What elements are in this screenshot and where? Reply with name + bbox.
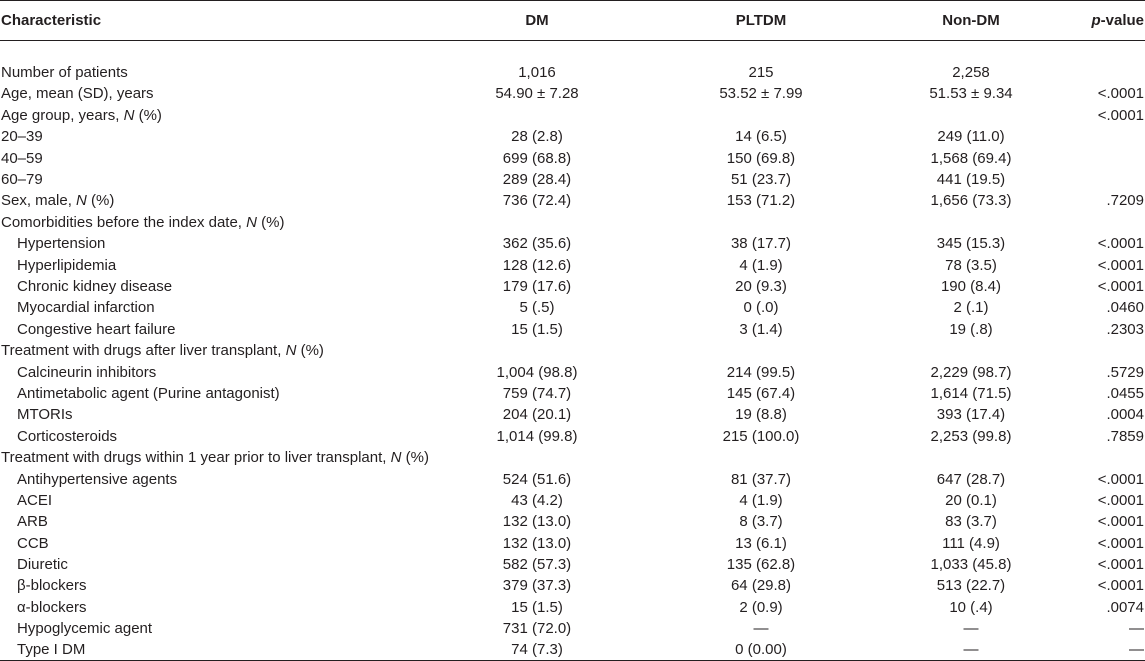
cell-dm: 1,014 (99.8) xyxy=(496,427,578,445)
cell-pltdm: 64 (29.8) xyxy=(730,577,792,595)
cell-dm xyxy=(418,340,656,361)
table-row xyxy=(0,212,1145,233)
table-row xyxy=(0,105,1145,126)
cell-pvalue: <.0001 xyxy=(1097,106,1144,124)
row-label-italic: N xyxy=(246,213,257,231)
row-label: Type I DM xyxy=(0,639,418,661)
cell-nondm: 441 (19.5) xyxy=(936,171,1006,189)
cell-nondm: 345 (15.3) xyxy=(936,235,1006,253)
header-pltdm: PLTDM xyxy=(656,1,866,41)
cell-dm: 759 (74.7) xyxy=(502,384,572,402)
cell-nondm: — xyxy=(963,620,979,638)
cell-dm: 15 (1.5) xyxy=(511,598,563,616)
cell-nondm: 19 (.8) xyxy=(949,320,993,338)
table-row xyxy=(0,554,1145,575)
cell-pltdm: 81 (37.7) xyxy=(730,470,792,488)
row-label: Antihypertensive agents xyxy=(17,470,178,488)
row-label: ARB xyxy=(17,513,48,531)
cell-pltdm: 8 (3.7) xyxy=(739,513,783,531)
cell-pvalue: <.0001 xyxy=(1097,470,1144,488)
table-row xyxy=(0,490,1145,511)
cell-nondm: — xyxy=(866,639,1076,661)
row-label xyxy=(0,212,418,233)
header-pvalue xyxy=(1076,1,1145,41)
cell-dm: 128 (12.6) xyxy=(502,256,572,274)
row-label-prefix: Age group, years, xyxy=(1,106,124,124)
row-label: Hypoglycemic agent xyxy=(17,620,153,638)
cell-pltdm: 20 (9.3) xyxy=(735,277,787,295)
cell-pltdm: 0 (.0) xyxy=(743,299,779,317)
row-label-prefix: Sex, male, xyxy=(1,192,77,210)
cell-dm: 132 (13.0) xyxy=(502,534,572,552)
cell-pltdm: 14 (6.5) xyxy=(735,128,787,146)
row-label-prefix: Comorbidities before the index date, xyxy=(1,213,247,231)
header-nondm: Non-DM xyxy=(866,1,1076,41)
cell-pltdm: 38 (17.7) xyxy=(730,235,792,253)
cell-nondm: 249 (11.0) xyxy=(937,128,1005,146)
table-row xyxy=(0,447,1145,468)
cell-pvalue: <.0001 xyxy=(1097,277,1144,295)
cell-dm: 362 (35.6) xyxy=(502,235,572,253)
cell-nondm: 78 (3.5) xyxy=(945,256,997,274)
row-label: β-blockers xyxy=(17,577,87,595)
row-label-prefix: Treatment with drugs within 1 year prior to liver transplant, xyxy=(1,449,391,467)
cell-nondm: 2,253 (99.8) xyxy=(930,427,1012,445)
table-row xyxy=(0,62,1145,83)
cell-nondm xyxy=(866,212,1076,233)
cell-nondm: 10 (.4) xyxy=(949,598,993,616)
cell-dm xyxy=(418,447,656,468)
cell-nondm: 2 (.1) xyxy=(953,299,989,317)
row-label: Congestive heart failure xyxy=(17,320,176,338)
cell-dm xyxy=(418,105,656,126)
cell-pltdm: 153 (71.2) xyxy=(726,192,796,210)
row-label-italic: N xyxy=(390,449,402,467)
row-label: Antimetabolic agent (Purine antagonist) xyxy=(17,384,280,402)
cell-pvalue: .7859 xyxy=(1106,427,1144,445)
row-label-italic: N xyxy=(123,106,135,124)
cell-nondm: 1,033 (45.8) xyxy=(930,556,1012,574)
cell-nondm: 20 (0.1) xyxy=(945,491,997,509)
table-body xyxy=(0,41,1145,661)
row-label: Number of patients xyxy=(1,64,128,82)
table-row xyxy=(0,404,1145,425)
row-label xyxy=(0,105,418,126)
cell-dm: 582 (57.3) xyxy=(502,556,572,574)
table-row xyxy=(0,126,1145,147)
spacer-row xyxy=(0,41,1145,62)
cell-pltdm: 19 (8.8) xyxy=(735,406,787,424)
cell-pltdm: 3 (1.4) xyxy=(739,320,783,338)
cell-nondm xyxy=(866,105,1076,126)
cell-pltdm xyxy=(656,105,866,126)
cell-pvalue: .0455 xyxy=(1106,384,1144,402)
cell-nondm: 111 (4.9) xyxy=(942,534,1000,552)
row-label: ACEI xyxy=(17,491,53,509)
cell-pltdm: 150 (69.8) xyxy=(726,149,796,167)
table-row xyxy=(0,468,1145,489)
cell-pltdm: 145 (67.4) xyxy=(726,384,796,402)
cell-dm: 54.90 ± 7.28 xyxy=(495,85,579,103)
cell-pltdm xyxy=(656,340,866,361)
cell-dm: 524 (51.6) xyxy=(502,470,572,488)
cell-dm xyxy=(418,212,656,233)
cell-dm: 289 (28.4) xyxy=(502,171,572,189)
table-row xyxy=(0,383,1145,404)
cell-pltdm: 0 (0.00) xyxy=(656,639,866,661)
row-label: Hyperlipidemia xyxy=(17,256,117,274)
cell-dm: 28 (2.8) xyxy=(511,128,563,146)
table-row xyxy=(0,233,1145,254)
row-label-suffix: (%) xyxy=(401,449,429,467)
cell-pvalue: .0460 xyxy=(1106,299,1144,317)
cell-pvalue xyxy=(1076,62,1145,83)
row-label: Calcineurin inhibitors xyxy=(17,363,157,381)
cell-dm: 43 (4.2) xyxy=(511,491,563,509)
row-label-suffix: (%) xyxy=(296,342,324,360)
cell-dm: 1,016 xyxy=(518,64,556,82)
cell-pltdm: 135 (62.8) xyxy=(726,556,796,574)
row-label: Hypertension xyxy=(17,235,106,253)
row-label xyxy=(0,447,429,468)
cell-pvalue: <.0001 xyxy=(1097,491,1144,509)
cell-pvalue: <.0001 xyxy=(1097,577,1144,595)
cell-nondm: 51.53 ± 9.34 xyxy=(929,85,1013,103)
row-label: 60–79 xyxy=(1,171,43,189)
row-label: 40–59 xyxy=(1,149,43,167)
cell-dm: 74 (7.3) xyxy=(418,639,656,661)
cell-nondm: 2,258 xyxy=(952,64,990,82)
cell-pvalue: .7209 xyxy=(1106,192,1144,210)
cell-pvalue: <.0001 xyxy=(1097,85,1144,103)
cell-dm: 379 (37.3) xyxy=(502,577,572,595)
cell-pltdm: 2 (0.9) xyxy=(739,598,783,616)
row-label: MTORIs xyxy=(17,406,73,424)
cell-pvalue xyxy=(1076,212,1145,233)
cell-pltdm xyxy=(656,447,866,468)
cell-pvalue xyxy=(1076,447,1145,468)
cell-dm: 5 (.5) xyxy=(519,299,555,317)
cell-pvalue: — xyxy=(1129,620,1144,638)
row-label xyxy=(0,340,418,361)
cell-pltdm: 51 (23.7) xyxy=(730,171,792,189)
row-label: 20–39 xyxy=(1,128,43,146)
cell-pvalue: <.0001 xyxy=(1097,556,1144,574)
cell-pltdm xyxy=(656,212,866,233)
header-pvalue-rest: -value xyxy=(1100,12,1144,29)
header-pvalue-italic: p xyxy=(1091,12,1101,29)
cell-pltdm: 215 (100.0) xyxy=(722,427,800,445)
cell-pvalue: .2303 xyxy=(1106,320,1144,338)
cell-nondm: 83 (3.7) xyxy=(945,513,997,531)
row-label xyxy=(0,190,418,211)
table-row xyxy=(0,575,1145,596)
cell-dm: 736 (72.4) xyxy=(502,192,572,210)
header-characteristic: Characteristic xyxy=(0,1,418,41)
cell-pvalue: <.0001 xyxy=(1097,256,1144,274)
cell-pvalue xyxy=(1076,340,1145,361)
table-row xyxy=(0,597,1145,618)
cell-nondm: 393 (17.4) xyxy=(936,406,1006,424)
cell-pvalue xyxy=(1076,147,1145,168)
cell-pvalue: <.0001 xyxy=(1097,513,1144,531)
cell-dm: 1,004 (98.8) xyxy=(496,363,578,381)
cell-pltdm: 214 (99.5) xyxy=(726,363,796,381)
table-row xyxy=(0,297,1145,318)
cell-nondm: 2,229 (98.7) xyxy=(930,363,1012,381)
cell-nondm: 647 (28.7) xyxy=(936,470,1006,488)
table-row xyxy=(0,618,1145,639)
table-row xyxy=(0,361,1145,382)
cell-pltdm: 4 (1.9) xyxy=(739,256,783,274)
cell-nondm xyxy=(866,447,1076,468)
row-label: Myocardial infarction xyxy=(17,299,155,317)
table-row xyxy=(0,340,1145,361)
cell-nondm xyxy=(866,340,1076,361)
table-row xyxy=(0,532,1145,553)
table-header-row xyxy=(0,1,1145,41)
cell-nondm: 1,656 (73.3) xyxy=(930,192,1012,210)
row-label: Chronic kidney disease xyxy=(17,277,173,295)
cell-dm: 204 (20.1) xyxy=(502,406,572,424)
cell-dm: 699 (68.8) xyxy=(502,149,572,167)
cell-pvalue: <.0001 xyxy=(1097,534,1144,552)
table-row xyxy=(0,511,1145,532)
table-row xyxy=(0,169,1145,190)
table-row xyxy=(0,190,1145,211)
cell-pvalue: .5729 xyxy=(1106,363,1144,381)
table-row xyxy=(0,276,1145,297)
cell-pvalue xyxy=(1076,126,1145,147)
table-row xyxy=(0,254,1145,275)
cell-dm: 179 (17.6) xyxy=(502,277,572,295)
cell-pvalue: .0004 xyxy=(1106,406,1144,424)
row-label: Corticosteroids xyxy=(17,427,118,445)
row-label-suffix: (%) xyxy=(134,106,162,124)
cell-nondm: 1,614 (71.5) xyxy=(930,384,1012,402)
cell-nondm: 190 (8.4) xyxy=(940,277,1002,295)
row-label-italic: N xyxy=(76,192,87,210)
table-row xyxy=(0,319,1145,340)
cell-dm: 731 (72.0) xyxy=(502,620,572,638)
cell-pltdm: 4 (1.9) xyxy=(739,491,783,509)
row-label: CCB xyxy=(17,534,49,552)
cell-pltdm: — xyxy=(753,620,769,638)
header-dm: DM xyxy=(418,1,656,41)
row-label: Age, mean (SD), years xyxy=(1,85,154,103)
table-row xyxy=(0,147,1145,168)
cell-nondm: 513 (22.7) xyxy=(936,577,1006,595)
row-label: Diuretic xyxy=(17,556,68,574)
cell-pvalue: — xyxy=(1076,639,1145,661)
row-label-suffix: (%) xyxy=(257,213,285,231)
row-label: α-blockers xyxy=(17,598,87,616)
row-label-prefix: Treatment with drugs after liver transplant, xyxy=(1,342,286,360)
cell-pltdm: 13 (6.1) xyxy=(735,534,787,552)
cell-pltdm: 215 xyxy=(748,64,774,82)
cell-dm: 132 (13.0) xyxy=(502,513,572,531)
cell-pltdm: 53.52 ± 7.99 xyxy=(719,85,803,103)
cell-pvalue: <.0001 xyxy=(1097,235,1144,253)
cell-pvalue: .0074 xyxy=(1106,598,1144,616)
table-row xyxy=(0,426,1145,447)
cell-nondm: 1,568 (69.4) xyxy=(930,149,1012,167)
cell-pvalue xyxy=(1076,169,1145,190)
row-label-suffix: (%) xyxy=(86,192,115,210)
row-label-italic: N xyxy=(285,342,297,360)
table-row xyxy=(0,83,1145,104)
cell-dm: 15 (1.5) xyxy=(511,320,563,338)
